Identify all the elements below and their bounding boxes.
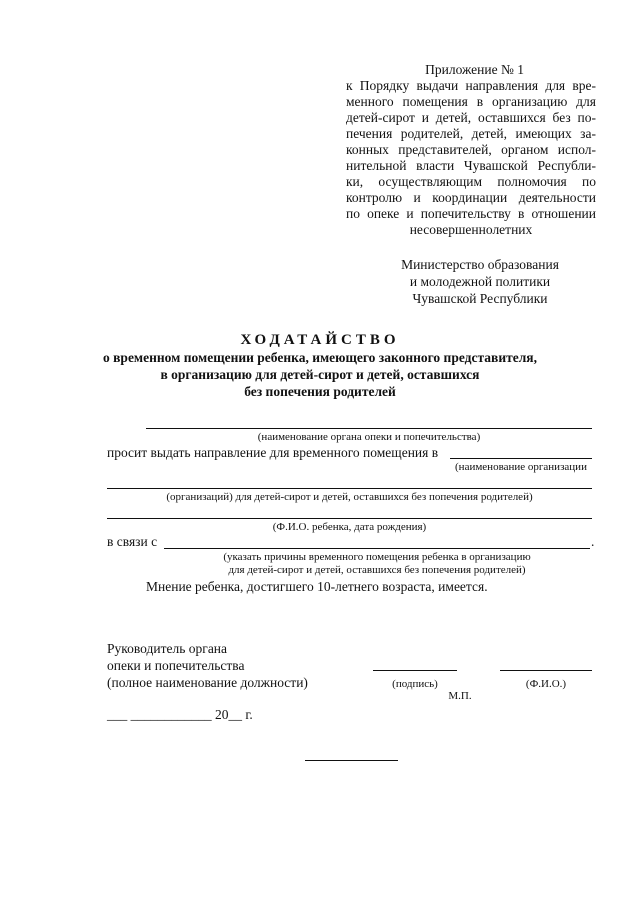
- child-opinion-text: Мнение ребенка, достигшего 10-летнего возраста, имеется.: [146, 579, 488, 594]
- reason-period: .: [591, 534, 595, 549]
- full-name-line: [500, 670, 592, 671]
- appendix-line: несовершеннолетних: [409, 222, 533, 237]
- appendix-header: Приложение № 1: [425, 62, 524, 77]
- reason-caption: для детей-сирот и детей, оставшихся без попечения родителей): [228, 564, 526, 576]
- appendix-line: конных представителей, органом испол-: [346, 142, 596, 157]
- due-to-text: в связи с: [107, 534, 158, 549]
- head-title-line: опеки и попечительства: [107, 658, 245, 673]
- subtitle-line: без попечения родителей: [244, 384, 396, 399]
- appendix-line: нительной власти Чувашской Республи-: [346, 158, 596, 173]
- signature-line: [373, 670, 457, 671]
- addressee-line: и молодежной политики: [409, 274, 551, 289]
- appendix-line: контролю и координации деятельности: [346, 190, 596, 205]
- organization-line: [450, 458, 592, 459]
- head-title-line: (полное наименование должности): [107, 675, 308, 690]
- stamp-label: М.П.: [448, 690, 472, 702]
- head-title-line: Руководитель органа: [107, 641, 228, 656]
- organization-cont-line: [107, 488, 592, 489]
- appendix-block: [346, 62, 596, 238]
- appendix-line: менного помещения в организацию для: [346, 94, 596, 109]
- addressee-line: Министерство образования: [401, 257, 559, 272]
- signature-caption: (подпись): [392, 678, 438, 690]
- appendix-line: детей-сирот и детей, оставшихся без по-: [346, 110, 596, 125]
- reason-caption: (указать причины временного помещения ребенка в организацию: [223, 551, 531, 563]
- appendix-line: печения родителей, детей, имеющих за-: [346, 126, 596, 141]
- addressee-block: [380, 256, 580, 307]
- document-title: ХОДАТАЙСТВО: [240, 332, 400, 348]
- guardianship-body-line: [146, 428, 592, 429]
- appendix-line: к Порядку выдачи направления для вре-: [346, 78, 596, 93]
- request-text: просит выдать направление для временного помещения в: [107, 445, 439, 460]
- subtitle-line: о временном помещении ребенка, имеющего законного представителя,: [103, 350, 537, 365]
- addressee-line: Чувашской Республики: [412, 291, 548, 306]
- appendix-line: ки, осуществляющим полномочия по: [346, 174, 596, 189]
- subtitle-line: в организацию для детей-сирот и детей, оставшихся: [160, 367, 480, 382]
- organization-cont-caption: (организаций) для детей-сирот и детей, оставшихся без попечения родителей): [166, 491, 533, 503]
- date-line: ___ ____________ 20__ г.: [107, 707, 253, 722]
- child-line: [107, 518, 592, 519]
- reason-line: [164, 548, 590, 549]
- footer-separator: [305, 760, 398, 761]
- child-caption: (Ф.И.О. ребенка, дата рождения): [272, 521, 427, 533]
- appendix-line: по опеке и попечительству в отношении: [346, 206, 596, 221]
- full-name-caption: (Ф.И.О.): [525, 678, 567, 690]
- organization-caption: (наименование организации: [455, 461, 587, 473]
- guardianship-body-caption: (наименование органа опеки и попечительства): [257, 431, 481, 443]
